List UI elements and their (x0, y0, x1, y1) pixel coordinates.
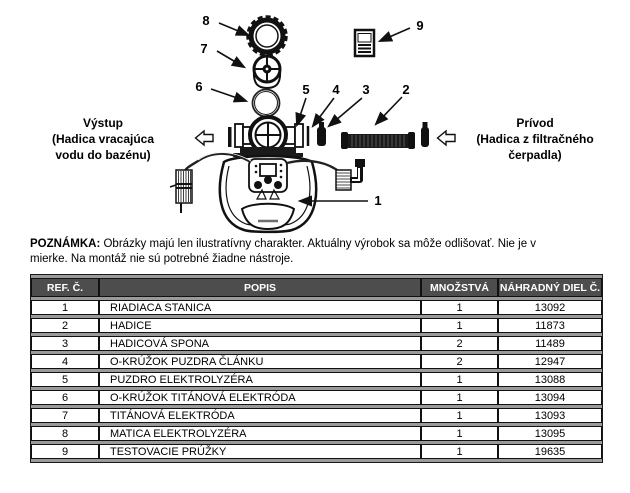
note-paragraph (30, 237, 615, 267)
cell-quantity: 1 (421, 444, 498, 459)
cell-ref-number: 5 (31, 372, 99, 387)
table-row (31, 408, 602, 423)
cell-ref-number: 3 (31, 336, 99, 351)
oring-drawing (253, 90, 280, 117)
cell-description: TESTOVACIE PRÚŽKY (99, 444, 421, 459)
cell-spare-part-number: 11873 (498, 318, 602, 333)
cell-ref-number: 2 (31, 318, 99, 333)
hose-drawing (341, 132, 415, 149)
callout-4-number: 4 (332, 82, 340, 97)
outlet-label-line1: Výstup (82, 116, 124, 130)
table-body (31, 300, 602, 459)
cell-spare-part-number: 19635 (498, 444, 602, 459)
cell-description: HADICOVÁ SPONA (99, 336, 421, 351)
outlet-label-line3: vodu do bazénu) (55, 148, 151, 162)
cell-description: O-KRÚŽOK PUZDRA ČLÁNKU (99, 354, 421, 369)
table-row (31, 336, 602, 351)
header-ref-number: REF. Č. (31, 278, 99, 297)
table-row (31, 372, 602, 387)
inlet-flow-arrow-icon (438, 131, 456, 145)
cell-spare-part-number: 13093 (498, 408, 602, 423)
outlet-label-line2: (Hadica vracajúca (51, 132, 155, 146)
cell-ref-number: 9 (31, 444, 99, 459)
callout-6-number: 6 (195, 79, 203, 94)
parts-diagram (0, 0, 630, 236)
cell-description: RIADIACA STANICA (99, 300, 421, 315)
callout-6 (195, 79, 246, 101)
hose-clamp-left-drawing (317, 122, 326, 146)
cell-spare-part-number: 12947 (498, 354, 602, 369)
cell-spare-part-number: 13092 (498, 300, 602, 315)
callout-8 (202, 13, 248, 35)
table-row (31, 318, 602, 333)
cell-description: O-KRÚŽOK TITÁNOVÁ ELEKTRÓDA (99, 390, 421, 405)
inlet-label-line1: Prívod (516, 116, 554, 130)
cell-quantity: 1 (421, 300, 498, 315)
cell-spare-part-number: 13094 (498, 390, 602, 405)
inlet-label (476, 116, 593, 162)
hose-clamp-right-drawing (421, 122, 429, 147)
titanium-electrode-drawing (254, 56, 280, 88)
cell-description: MATICA ELEKTROLYZÉRA (99, 426, 421, 441)
callout-7-number: 7 (200, 41, 208, 56)
header-spare-part-number: NÁHRADNÝ DIEL Č. (498, 278, 602, 297)
ground-plate-drawing (170, 170, 192, 213)
callout-9 (380, 18, 424, 41)
cell-spare-part-number: 13088 (498, 372, 602, 387)
callout-2-number: 2 (402, 82, 410, 97)
cell-spare-part-number: 11489 (498, 336, 602, 351)
electrolyzer-nut-drawing (248, 17, 286, 55)
callout-8-number: 8 (202, 13, 210, 28)
table-row (31, 390, 602, 405)
callout-3-number: 3 (362, 82, 370, 97)
cell-quantity: 1 (421, 390, 498, 405)
note-label: POZNÁMKA: (30, 238, 101, 250)
cell-ref-number: 7 (31, 408, 99, 423)
callout-5-number: 5 (302, 82, 310, 97)
cell-description: HADICE (99, 318, 421, 333)
table-header-row (31, 278, 602, 297)
cell-quantity: 1 (421, 372, 498, 387)
table-row (31, 444, 602, 459)
cell-quantity: 1 (421, 318, 498, 333)
inlet-label-line3: čerpadla) (508, 148, 562, 162)
cell-ref-number: 4 (31, 354, 99, 369)
inlet-label-line2: (Hadica z filtračného (476, 132, 594, 146)
table-row (31, 300, 602, 315)
cell-quantity: 2 (421, 354, 498, 369)
table-row (31, 426, 602, 441)
cell-quantity: 1 (421, 408, 498, 423)
cell-ref-number: 6 (31, 390, 99, 405)
cell-ref-number: 1 (31, 300, 99, 315)
callout-7 (200, 41, 244, 67)
note-text-line2: mierke. Na montáž nie sú potrebné žiadne nástroje. (30, 253, 294, 265)
callout-5 (297, 82, 310, 125)
parts-table (30, 274, 603, 463)
callout-1-number: 1 (374, 193, 382, 208)
header-description: POPIS (99, 278, 421, 297)
note-text-line1: Obrázky majú len ilustratívny charakter. Aktuálny výrobok sa môže odlišovať. Nie je v (103, 238, 537, 250)
callout-2 (376, 82, 410, 124)
cell-spare-part-number: 13095 (498, 426, 602, 441)
cell-description: TITÁNOVÁ ELEKTRÓDA (99, 408, 421, 423)
outlet-label (52, 116, 154, 162)
cell-quantity: 2 (421, 336, 498, 351)
callout-9-number: 9 (416, 18, 424, 33)
cell-ref-number: 8 (31, 426, 99, 441)
table-row (31, 354, 602, 369)
header-quantity: MNOŽSTVÁ (421, 278, 498, 297)
cell-description: PUZDRO ELEKTROLYZÉRA (99, 372, 421, 387)
outlet-flow-arrow-icon (196, 131, 214, 145)
cell-quantity: 1 (421, 426, 498, 441)
drain-connector-drawing (336, 159, 365, 190)
test-strips-drawing (355, 30, 374, 56)
